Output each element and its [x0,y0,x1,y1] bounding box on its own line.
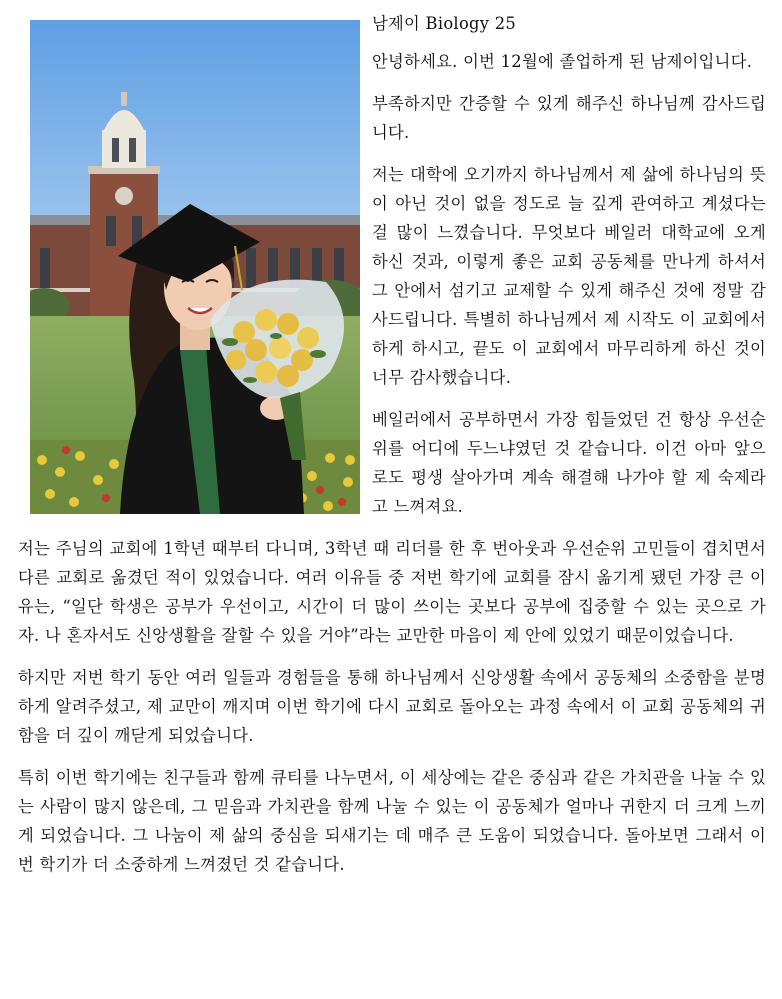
testimony-page [18,10,766,892]
paragraph-community: 하지만 저번 학기 동안 여러 일들과 경험들을 통해 하나님께서 신앙생활 속에서 공동체의 소중함을 분명하게 알려주셨고, 제 교만이 깨지며 이번 학기에 다시 교회로 돌아오는 과정 속에서 이 교회 공동체의 귀함을 더 깊이 깨닫게 되었습니다. [18,668,766,745]
photo-illustration [30,20,360,514]
paragraph-qt-sharing: 특히 이번 학기에는 친구들과 함께 큐티를 나누면서, 이 세상에는 같은 중심과 같은 가치관을 나눌 수 있는 사람이 많지 않은데, 그 믿음과 가치관을 함께 나눌 수 있는 이 공동체가 얼마나 귀한지 더 크게 느끼게 되었습니다. 그 나눔이 제 삶의 중심을 되새기는 데 매주 큰 도움이 되었습니다. 돌아보면 그래서 이번 학기가 더 소중하게 느껴졌던 것 같습니다. [18,768,766,874]
paragraph-greeting: 안녕하세요. 이번 12월에 졸업하게 된 남제이입니다. [372,52,753,71]
graduation-photo [30,20,360,514]
paragraph-church-history: 저는 주님의 교회에 1학년 때부터 다니며, 3학년 때 리더를 한 후 번아웃과 우선순위 고민들이 겹치면서 다른 교회로 옮겼던 적이 있었습니다. 여러 이유들 중 저번 학기에 교회를 잠시 옮기게 됐던 가장 큰 이유는, “일단 학생은 공부가 우선이고, 시간이 더 많이 쓰이는 곳보다 공부에 집중할 수 있는 곳으로 가자. 나 혼자서도 신앙생활을 잘할 수 있을 거야”라는 교만한 마음이 제 안에 있었기 때문이었습니다. [18,539,766,645]
paragraph-gratitude: 저는 대학에 오기까지 하나님께서 제 삶에 하나님의 뜻이 아닌 것이 없을 정도로 늘 깊게 관여하고 계셨다는 걸 많이 느꼈습니다. 무엇보다 베일러 대학교에 오게 하신 것과, 이렇게 좋은 교회 공동체를 만나게 하셔서 그 안에서 섬기고 교제할 수 있게 해주신 것에 정말 감사드립니다. 특별히 하나님께서 제 시작도 이 교회에서 하게 하시고, 끝도 이 교회에서 마무리하게 하신 것이 너무 감사했습니다. [372,165,766,387]
paragraph-thanks: 부족하지만 간증할 수 있게 해주신 하나님께 감사드립니다. [372,94,766,142]
author-heading: 남제이 Biology 25 [372,14,517,33]
paragraph-priorities: 베일러에서 공부하면서 가장 힘들었던 건 항상 우선순위를 어디에 두느냐였던 것 같습니다. 이건 아마 앞으로도 평생 살아가며 계속 해결해 나가야 할 제 숙제라고 느껴져요. [372,410,766,516]
